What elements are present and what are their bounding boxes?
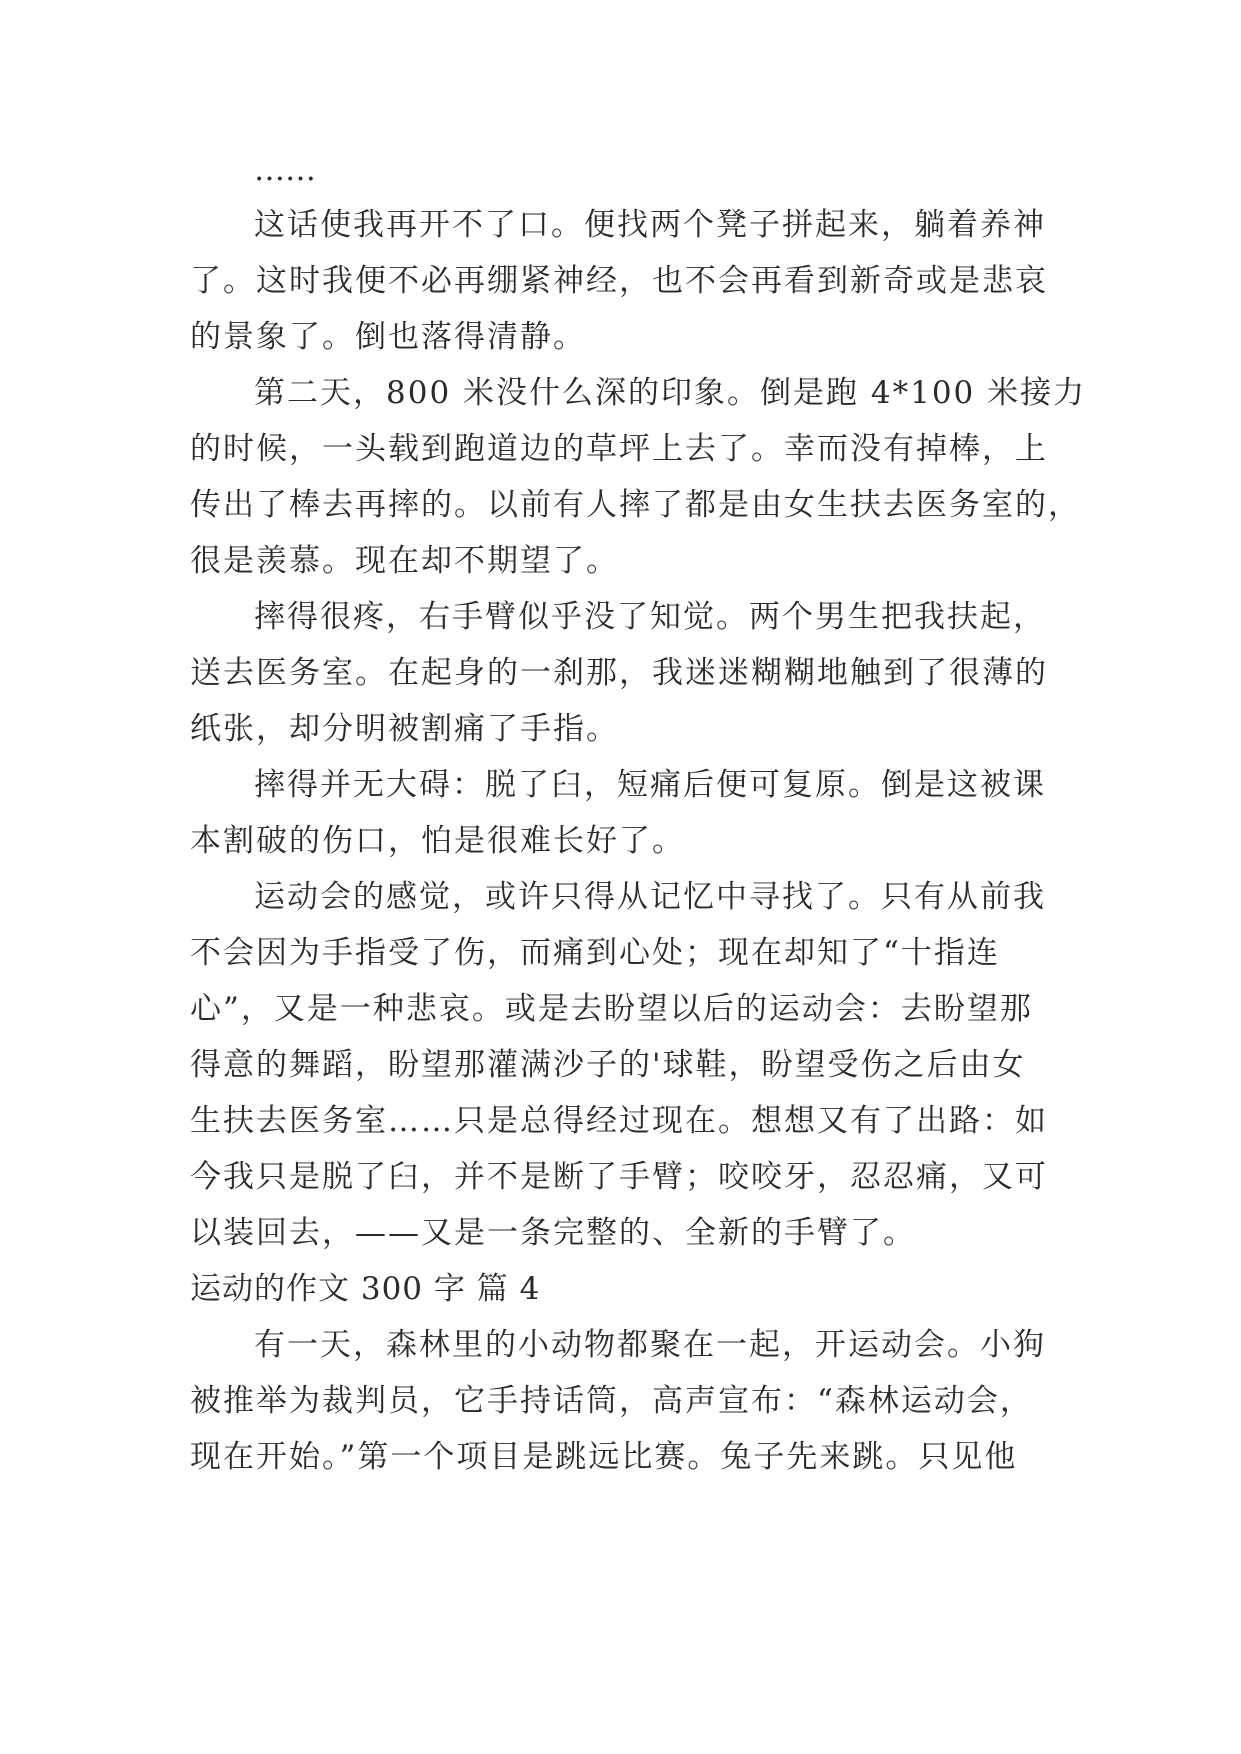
paragraph-line: 现在开始。”第一个项目是跳远比赛。兔子先来跳。只见他 [190,1439,1018,1475]
paragraph-line: 今我只是脱了臼，并不是断了手臂；咬咬牙，忍忍痛，又可 [190,1159,1048,1195]
paragraph-line: 本割破的伤口，怕是很难长好了。 [190,823,685,859]
paragraph-line: 生扶去医务室……只是总得经过现在。想想又有了出路：如 [190,1103,1048,1139]
paragraph-line: 传出了棒去再摔的。以前有人摔了都是由女生扶去医务室的， [190,487,1081,523]
paragraph-line: 纸张，却分明被割痛了手指。 [190,711,619,747]
paragraph-line: 摔得很疼，右手臂似乎没了知觉。两个男生把我扶起， [254,599,1046,635]
paragraph-line: 送去医务室。在起身的一刹那，我迷迷糊糊地触到了很薄的 [190,655,1048,691]
paragraph-line: 不会因为手指受了伤，而痛到心处；现在却知了“十指连 [190,935,1000,971]
paragraph-line: 摔得并无大碍：脱了臼，短痛后便可复原。倒是这被课 [254,767,1046,803]
paragraph-line: 很是羡慕。现在却不期望了。 [190,543,619,579]
paragraph-line: 的景象了。倒也落得清静。 [190,319,586,355]
paragraph-line: 的时候，一头载到跑道边的草坪上去了。幸而没有掉棒，上 [190,431,1048,467]
paragraph-line: 有一天，森林里的小动物都聚在一起，开运动会。小狗 [254,1327,1046,1363]
paragraph-line: 了。这时我便不必再绷紧神经，也不会再看到新奇或是悲哀 [190,263,1048,299]
paragraph-line: 被推举为裁判员，它手持话筒，高声宣布：“森林运动会， [190,1383,1033,1419]
ellipsis-line: …… [254,152,316,188]
paragraph-line: 以装回去，——又是一条完整的、全新的手臂了。 [190,1215,916,1251]
paragraph-line: 得意的舞蹈，盼望那灌满沙子的'球鞋，盼望受伤之后由女 [190,1047,1026,1083]
paragraph-line: 心”，又是一种悲哀。或是去盼望以后的运动会：去盼望那 [190,991,1033,1027]
paragraph-line: 运动会的感觉，或许只得从记忆中寻找了。只有从前我 [254,879,1046,915]
paragraph-line: 这话使我再开不了口。便找两个凳子拼起来，躺着养神 [254,207,1046,243]
paragraph-line: 第二天，800 米没什么深的印象。倒是跑 4*100 米接力 [254,375,1087,411]
section-heading: 运动的作文 300 字 篇 4 [190,1271,541,1307]
